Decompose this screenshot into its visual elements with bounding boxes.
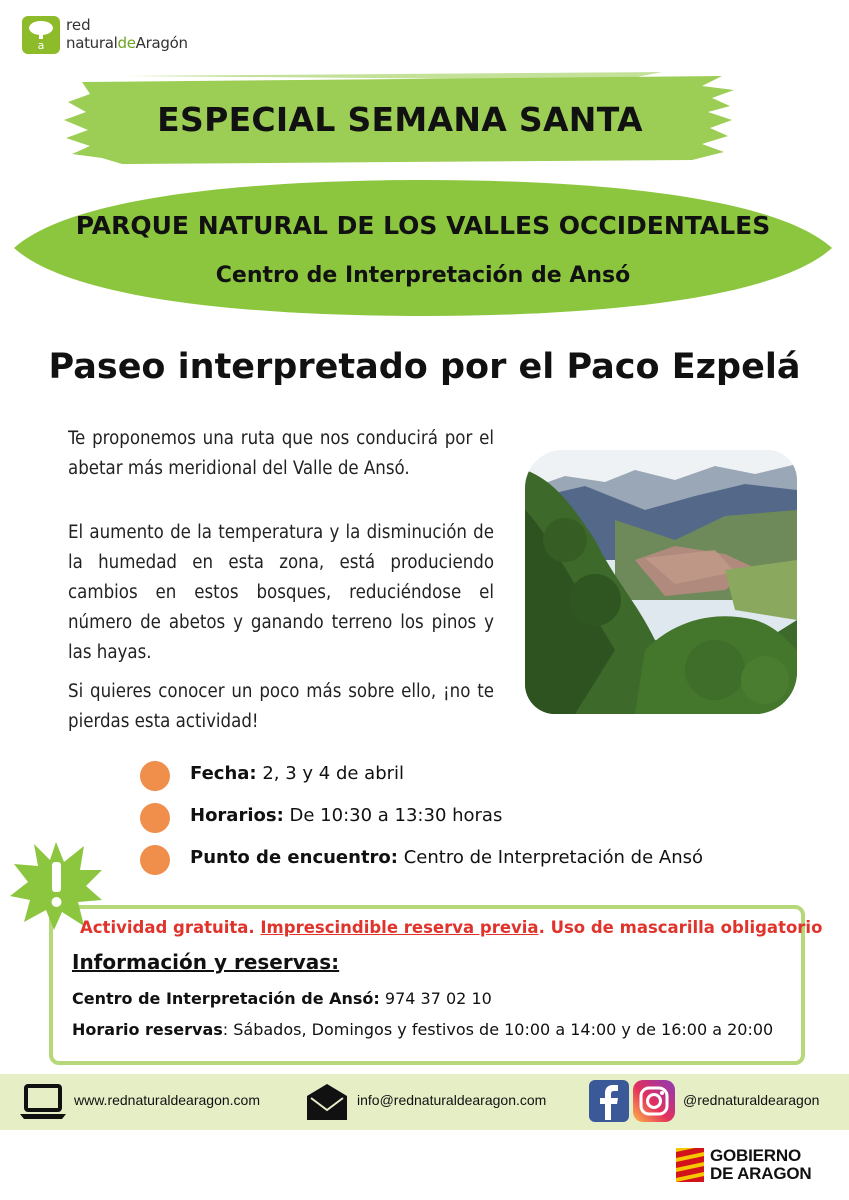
exclamation-star-icon <box>8 840 104 930</box>
meeting-point-value: Centro de Interpretación de Ansó <box>403 847 704 868</box>
svg-text:a: a <box>37 39 45 51</box>
logo-line2: naturaldeAragón <box>66 34 188 52</box>
date-value: 2, 3 y 4 de abril <box>262 763 405 784</box>
center-phone-line: Centro de Interpretación de Ansó: 974 37 02 10 <box>72 989 492 1008</box>
meeting-point-label: Punto de encuentro: <box>190 847 398 868</box>
bullet-dot <box>140 803 170 833</box>
description-paragraph-3: Si quieres conocer un poco más sobre ello, ¡no te pierdas esta actividad! <box>68 681 494 732</box>
schedule-label: Horarios: <box>190 805 284 826</box>
park-header <box>14 180 832 316</box>
description-paragraph-2: El aumento de la temperatura y la disminución de la humedad en esta zona, está produciendo cambios en estos bosques, reduciéndose el número de abetos y ganando terreno los pinos y las hayas. <box>68 522 494 663</box>
logo-line1: red <box>66 16 91 34</box>
contact-footer <box>0 1074 849 1130</box>
center-name: Centro de Interpretación de Ansó <box>215 263 631 288</box>
red-natural-logo <box>22 16 202 60</box>
easter-special-banner <box>62 72 738 166</box>
aragon-flag-icon <box>676 1148 704 1182</box>
bullet-dot <box>140 761 170 791</box>
activity-title: Paseo interpretado por el Paco Ezpelá <box>48 347 801 387</box>
valley-landscape-photo <box>525 450 797 714</box>
schedule-value: De 10:30 a 13:30 horas <box>289 805 503 826</box>
laptop-icon <box>20 1083 66 1124</box>
instagram-icon[interactable] <box>633 1080 675 1125</box>
gobierno-line2: DE ARAGON <box>710 1164 812 1183</box>
envelope-icon <box>305 1082 349 1125</box>
free-activity-notice: Actividad gratuita. Imprescindible reserva previa. Uso de mascarilla obligatorio <box>80 918 823 937</box>
bullet-dot <box>140 845 170 875</box>
facebook-icon[interactable] <box>589 1080 629 1125</box>
info-heading: Información y reservas: <box>72 950 340 974</box>
tree-logo-icon <box>22 16 60 54</box>
reservation-hours-line: Horario reservas: Sábados, Domingos y festivos de 10:00 a 14:00 y de 16:00 a 20:00 <box>72 1020 774 1039</box>
detail-schedule <box>140 802 780 832</box>
social-handle[interactable]: @rednaturaldearagon <box>683 1092 820 1108</box>
detail-meeting-point <box>140 844 780 874</box>
detail-date <box>140 760 780 790</box>
website-link[interactable]: www.rednaturaldearagon.com <box>74 1092 260 1108</box>
email-link[interactable]: info@rednaturaldearagon.com <box>357 1092 547 1108</box>
park-name: PARQUE NATURAL DE LOS VALLES OCCIDENTALES <box>75 211 771 240</box>
description-paragraph-1: Te proponemos una ruta que nos conducirá por el abetar más meridional del Valle de Ansó. <box>68 428 494 479</box>
date-label: Fecha: <box>190 763 257 784</box>
gobierno-line1: GOBIERNO <box>710 1146 801 1165</box>
banner-text: ESPECIAL SEMANA SANTA <box>157 100 643 139</box>
gobierno-aragon-logo <box>676 1146 836 1186</box>
